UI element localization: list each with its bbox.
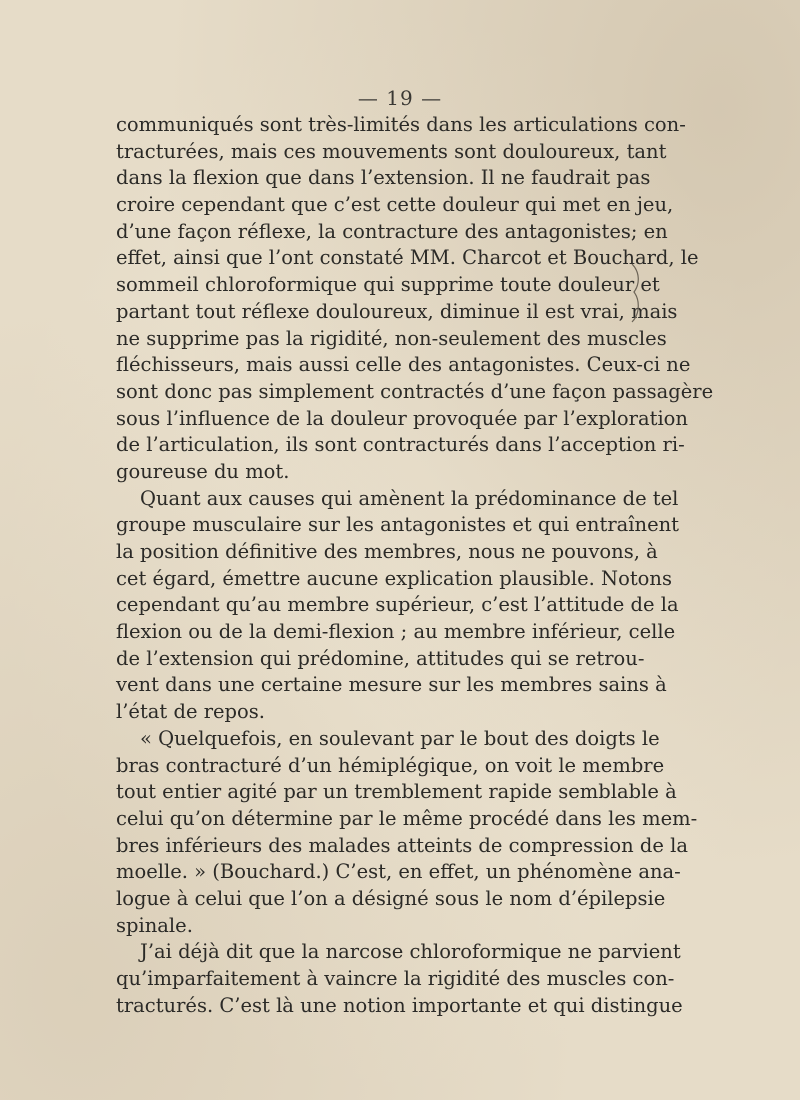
text-line: partant tout réflexe douloureux, diminue il est vrai, mais xyxy=(116,299,678,323)
text-line: ne supprime pas la rigidité, non-seulement des muscles xyxy=(116,326,667,350)
paragraph-start-line: « Quelquefois, en soulevant par le bout des doigts le xyxy=(140,726,660,750)
page-number: — 19 — xyxy=(357,86,443,110)
text-line: dans la flexion que dans l’extension. Il ne faudrait pas xyxy=(116,166,651,190)
text-line: moelle. » (Bouchard.) C’est, en effet, un phénomène ana- xyxy=(116,860,681,884)
paragraph-start-line: Quant aux causes qui amènent la prédominance de tel xyxy=(140,486,679,510)
text-line: effet, ainsi que l’ont constaté MM. Charcot et Bouchard, le xyxy=(116,246,699,270)
text-line: sommeil chloroformique qui supprime toute douleur et xyxy=(116,273,660,297)
text-line: tracturés. C’est là une notion importante et qui distingue xyxy=(116,993,683,1017)
body-text xyxy=(116,112,714,1019)
text-line: qu’imparfaitement à vaincre la rigidité des muscles con- xyxy=(116,967,675,990)
paragraph-start-line: J’ai déjà dit que la narcose chloroformique ne parvient xyxy=(140,940,681,964)
text-line: croire cependant que c’est cette douleur qui met en jeu, xyxy=(116,193,674,217)
text-line: cet égard, émettre aucune explication plausible. Notons xyxy=(116,566,672,590)
text-line: goureuse du mot. xyxy=(116,459,290,483)
text-line: sous l’influence de la douleur provoquée par l’exploration xyxy=(116,406,688,430)
text-line: d’une façon réflexe, la contracture des antagonistes; en xyxy=(116,219,668,243)
text-line: logue à celui que l’on a désigné sous le nom d’épilepsie xyxy=(116,886,666,910)
text-line: groupe musculaire sur les antagonistes et qui entraînent xyxy=(116,513,680,537)
text-line: de l’extension qui prédomine, attitudes qui se retrou- xyxy=(116,646,645,670)
text-line: cependant qu’au membre supérieur, c’est l’attitude de la xyxy=(116,593,679,617)
text-line: tracturées, mais ces mouvements sont douloureux, tant xyxy=(116,139,667,163)
text-line: la position définitive des membres, nous ne pouvons, à xyxy=(116,540,658,563)
text-line: celui qu’on détermine par le même procédé dans les mem- xyxy=(116,806,698,830)
text-line: vent dans une certaine mesure sur les membres sains à xyxy=(116,673,667,697)
text-line: de l’articulation, ils sont contracturés dans l’acception ri- xyxy=(116,433,685,457)
text-line: tout entier agité par un tremblement rapide semblable à xyxy=(116,780,677,804)
margin-bracket-mark xyxy=(628,262,646,324)
text-line: communiqués sont très-limités dans les articulations con- xyxy=(116,113,686,136)
text-line: spinale. xyxy=(116,913,193,937)
text-line: fléchisseurs, mais aussi celle des antagonistes. Ceux-ci ne xyxy=(116,353,691,377)
text-line: sont donc pas simplement contractés d’une façon passagère xyxy=(116,379,714,403)
text-line: bras contracturé d’un hémiplégique, on voit le membre xyxy=(116,753,665,777)
text-line: flexion ou de la demi-flexion ; au membre inférieur, celle xyxy=(116,620,676,644)
text-line: l’état de repos. xyxy=(116,700,265,724)
text-line: bres inférieurs des malades atteints de compression de la xyxy=(116,833,688,857)
